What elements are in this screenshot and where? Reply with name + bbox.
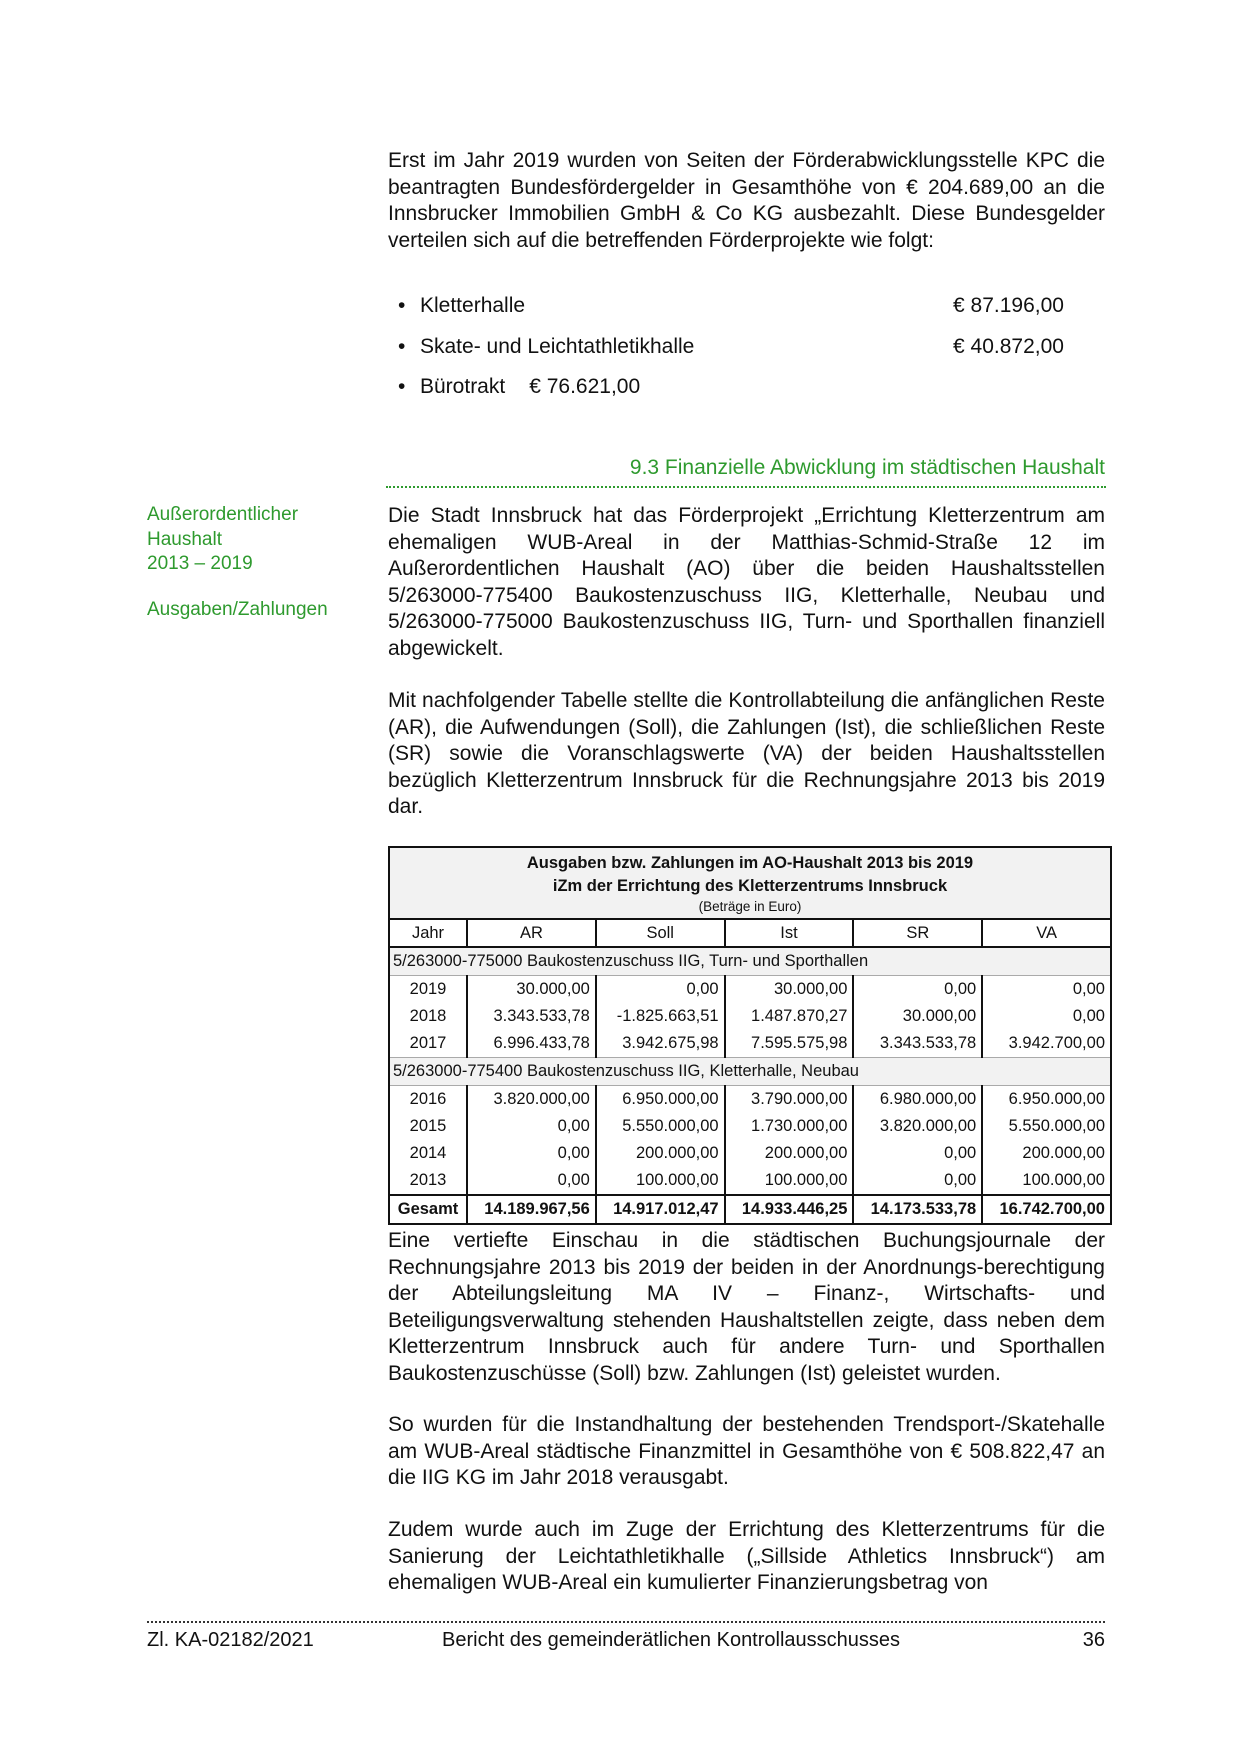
paragraph [388,503,1105,662]
table-cell: 0,00 [467,1140,596,1167]
table-total-row [389,1195,1111,1224]
table-cell: 100.000,00 [982,1167,1111,1195]
table-cell: 0,00 [467,1113,596,1140]
table-title [389,847,1111,919]
table-cell: 6.996.433,78 [467,1030,596,1058]
paragraph-text: Eine vertiefte Einschau in die städtischen Buchungsjournale der Rechnungsjahre 2013 bis 2019 der beiden in der Anordnungs-berechtigung der Abteilungsleitung MA IV – Finanz-, Wirtschafts- und Beteiligungsverwaltung stehenden Haushaltstellen zeigte, dass neben dem Kletterzentrum Innsbruck auch für andere Turn- und Sporthallen Baukostenzuschüsse (Soll) bzw. Zahlungen (Ist) geleistet wurden. [388,1229,1105,1385]
table-cell: 1.487.870,27 [725,1003,854,1030]
footer-reference: Zl. KA-02182/2021 [147,1629,314,1651]
bullet-icon: • [398,294,406,317]
group-label: 5/263000-775000 Baukostenzuschuss IIG, Turn- und Sporthallen [389,947,1111,976]
column-header: AR [467,919,596,947]
bullet-item [398,335,1078,359]
bullet-item [398,375,1078,399]
section-heading: 9.3 Finanzielle Abwicklung im städtischen Haushalt [629,456,1105,479]
expenses-table [388,846,1112,1225]
table-cell: 200.000,00 [725,1140,854,1167]
sidebar-line: Außerordentlicher [147,504,299,525]
table-cell: 2014 [389,1140,467,1167]
paragraph-text: So wurden für die Instandhaltung der bestehenden Trendsport-/Skatehalle am WUB-Areal städtische Finanzmittel in Gesamthöhe von € 508.822,47 an die IIG KG im Jahr 2018 verausgabt. [388,1413,1105,1489]
paragraph [388,688,1105,821]
table-cell: Gesamt [389,1195,467,1224]
table-header-row [389,919,1111,947]
table-row [389,976,1111,1004]
paragraph [388,1412,1105,1492]
table-cell: 5.550.000,00 [596,1113,725,1140]
table-cell: 2018 [389,1003,467,1030]
column-header: Soll [596,919,725,947]
intro-paragraph [388,148,1105,254]
table-cell: 14.173.533,78 [853,1195,982,1224]
table-cell: 30.000,00 [725,976,854,1004]
bullet-amount: € 87.196,00 [953,294,1064,317]
table-cell: 5.550.000,00 [982,1113,1111,1140]
table-cell: 3.343.533,78 [467,1003,596,1030]
table-cell: 1.730.000,00 [725,1113,854,1140]
column-header: Jahr [389,919,467,947]
table-group-row [389,1058,1111,1086]
column-header: Ist [725,919,854,947]
table-cell: 0,00 [853,976,982,1004]
table-row [389,1113,1111,1140]
column-header: SR [853,919,982,947]
table-cell: 200.000,00 [982,1140,1111,1167]
table-subtitle: (Beträge in Euro) [698,899,802,914]
table-cell: 3.820.000,00 [853,1113,982,1140]
table-cell: 7.595.575,98 [725,1030,854,1058]
paragraph [388,1517,1105,1597]
table-cell: 0,00 [982,1003,1111,1030]
table-cell: 0,00 [596,976,725,1004]
table-cell: 6.950.000,00 [596,1086,725,1114]
footer-divider [147,1621,1105,1623]
table-row [389,1140,1111,1167]
table-cell: 6.950.000,00 [982,1086,1111,1114]
bullet-label: Bürotrakt [420,375,506,398]
table-row [389,1030,1111,1058]
table-cell: -1.825.663,51 [596,1003,725,1030]
table-cell: 14.933.446,25 [725,1195,854,1224]
bullet-amount: € 76.621,00 [529,375,641,398]
table-cell: 16.742.700,00 [982,1195,1111,1224]
table-cell: 0,00 [467,1167,596,1195]
paragraph-text: Erst im Jahr 2019 wurden von Seiten der Förderabwicklungsstelle KPC die beantragten Bundesfördergelder in Gesamthöhe von € 204.689,00 an die Innsbrucker Immobilien GmbH & Co KG ausbezahlt. Diese Bundesgelder verteilen sich auf die betreffenden Förderprojekte wie folgt: [388,149,1105,252]
table-title-line1: Ausgaben bzw. Zahlungen im AO-Haushalt 2013 bis 2019 [526,854,974,872]
bullet-label: Skate- und Leichtathletikhalle [420,335,695,358]
table-cell: 30.000,00 [467,976,596,1004]
paragraph-text: Die Stadt Innsbruck hat das Förderprojekt „Errichtung Kletterzentrum am ehemaligen WUB-Areal in der Matthias-Schmid-Straße 12 im Außerordentlichen Haushalt (AO) über die beiden Haushaltsstellen 5/263000-775400 Baukostenzuschuss IIG, Kletterhalle, Neubau und 5/263000-775000 Baukostenzuschuss IIG, Turn- und Sporthallen finanziell abgewickelt. [388,504,1105,660]
table-cell: 2013 [389,1167,467,1195]
table-cell: 3.942.700,00 [982,1030,1111,1058]
table-cell: 3.343.533,78 [853,1030,982,1058]
paragraph-text: Mit nachfolgender Tabelle stellte die Kontrollabteilung die anfänglichen Reste (AR), die Aufwendungen (Soll), die Zahlungen (Ist), die schließlichen Reste (SR) sowie die Voranschlagswerte (VA) der beiden Haushaltsstellen bezüglich Kletterzentrum Innsbruck für die Rechnungsjahre 2013 bis 2019 dar. [388,689,1105,818]
group-label: 5/263000-775400 Baukostenzuschuss IIG, Kletterhalle, Neubau [389,1058,1111,1086]
sidebar-note-ausgaben: Ausgaben/Zahlungen [147,599,328,620]
table-row [389,1003,1111,1030]
table-row [389,1167,1111,1195]
table-group-row [389,947,1111,976]
paragraph [388,1228,1105,1387]
page-number: 36 [1082,1629,1105,1651]
table-cell: 200.000,00 [596,1140,725,1167]
table-cell: 3.942.675,98 [596,1030,725,1058]
table-cell: 2015 [389,1113,467,1140]
table-cell: 2019 [389,976,467,1004]
table-cell: 100.000,00 [596,1167,725,1195]
table-row [389,1086,1111,1114]
table-cell: 0,00 [853,1167,982,1195]
table-title-line2: iZm der Errichtung des Kletterzentrums Innsbruck [552,877,948,895]
sidebar-line: 2013 – 2019 [147,553,253,574]
bullet-item [398,294,1078,318]
footer-title: Bericht des gemeinderätlichen Kontrollausschusses [442,1629,901,1651]
column-header: VA [982,919,1111,947]
table-cell: 0,00 [982,976,1111,1004]
sidebar-note-haushalt [147,503,298,577]
table-cell: 2017 [389,1030,467,1058]
table-cell: 6.980.000,00 [853,1086,982,1114]
bullet-label: Kletterhalle [420,294,526,317]
bullet-amount: € 40.872,00 [953,335,1064,358]
table-cell: 3.790.000,00 [725,1086,854,1114]
bullet-icon: • [398,375,406,398]
table-cell: 30.000,00 [853,1003,982,1030]
table-cell: 14.917.012,47 [596,1195,725,1224]
paragraph-text: Zudem wurde auch im Zuge der Errichtung des Kletterzentrums für die Sanierung der Leichtathletikhalle („Sillside Athletics Innsbruck“) am ehemaligen WUB-Areal ein kumulierter Finanzierungsbetrag von [388,1518,1105,1594]
heading-divider [386,486,1106,488]
bullet-icon: • [398,335,406,358]
table-cell: 14.189.967,56 [467,1195,596,1224]
table-cell: 2016 [389,1086,467,1114]
table-cell: 100.000,00 [725,1167,854,1195]
table-cell: 3.820.000,00 [467,1086,596,1114]
table-cell: 0,00 [853,1140,982,1167]
sidebar-line: Haushalt [147,528,222,550]
